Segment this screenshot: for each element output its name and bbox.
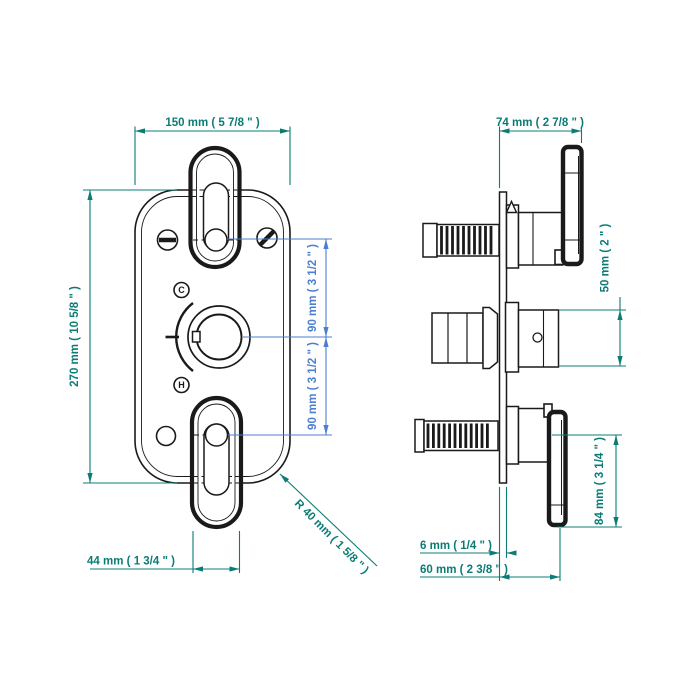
middle-valve-side (432, 303, 559, 373)
dim-label-bottom-spacing: 90 mm ( 3 1/2 " ) (307, 342, 319, 430)
dim-label-corner-radius: R 40 mm ( 1 5/8 " ) (291, 497, 371, 577)
middle-collar-nut (483, 308, 498, 369)
dim-label-total-depth: 74 mm ( 2 7/8 " ) (496, 117, 584, 129)
dim-label-handle-length: 84 mm ( 3 1/4 " ) (594, 437, 606, 525)
middle-supply-pipe (432, 313, 483, 363)
dim-label-top-spacing: 90 mm ( 3 1/2 " ) (307, 244, 319, 332)
hot-marker (174, 378, 189, 393)
cold-marker (174, 283, 189, 298)
middle-flange (506, 303, 519, 373)
dim-label-plate-width: 150 mm ( 5 7/8 " ) (165, 117, 260, 129)
screw-top-right (257, 228, 277, 248)
hot-marker-letter: H (178, 380, 185, 391)
knob-index-notch (193, 332, 201, 343)
top-port-circle (205, 229, 227, 251)
screw-hole-bottom-left (157, 427, 176, 446)
dim-leader-corner-radius (280, 474, 377, 566)
grub-screw-hole (533, 333, 542, 342)
cold-marker-letter: C (178, 285, 185, 296)
dim-label-plate-height: 270 mm ( 10 5/8 " ) (69, 286, 81, 387)
dim-label-projection: 60 mm ( 2 3/8 " ) (420, 564, 508, 576)
bottom-port-circle (206, 424, 228, 446)
bottom-valve-side (415, 404, 566, 525)
bottom-flange (507, 407, 519, 465)
bottom-escutcheon (192, 398, 241, 527)
top-flange (507, 205, 519, 268)
bottom-pipe-cap (415, 420, 424, 453)
dim-label-plate-thickness: 6 mm ( 1/4 " ) (420, 540, 492, 552)
side-view (415, 147, 582, 525)
top-escutcheon (191, 148, 241, 267)
dim-label-port-spacing: 50 mm ( 2 " ) (599, 223, 612, 293)
knob-inner-ring (197, 315, 242, 360)
bottom-lever-handle (549, 412, 566, 525)
dim-label-slot-width: 44 mm ( 1 3/4 " ) (87, 555, 175, 568)
screw-top-left (158, 230, 178, 250)
top-pipe-cap (423, 224, 437, 258)
